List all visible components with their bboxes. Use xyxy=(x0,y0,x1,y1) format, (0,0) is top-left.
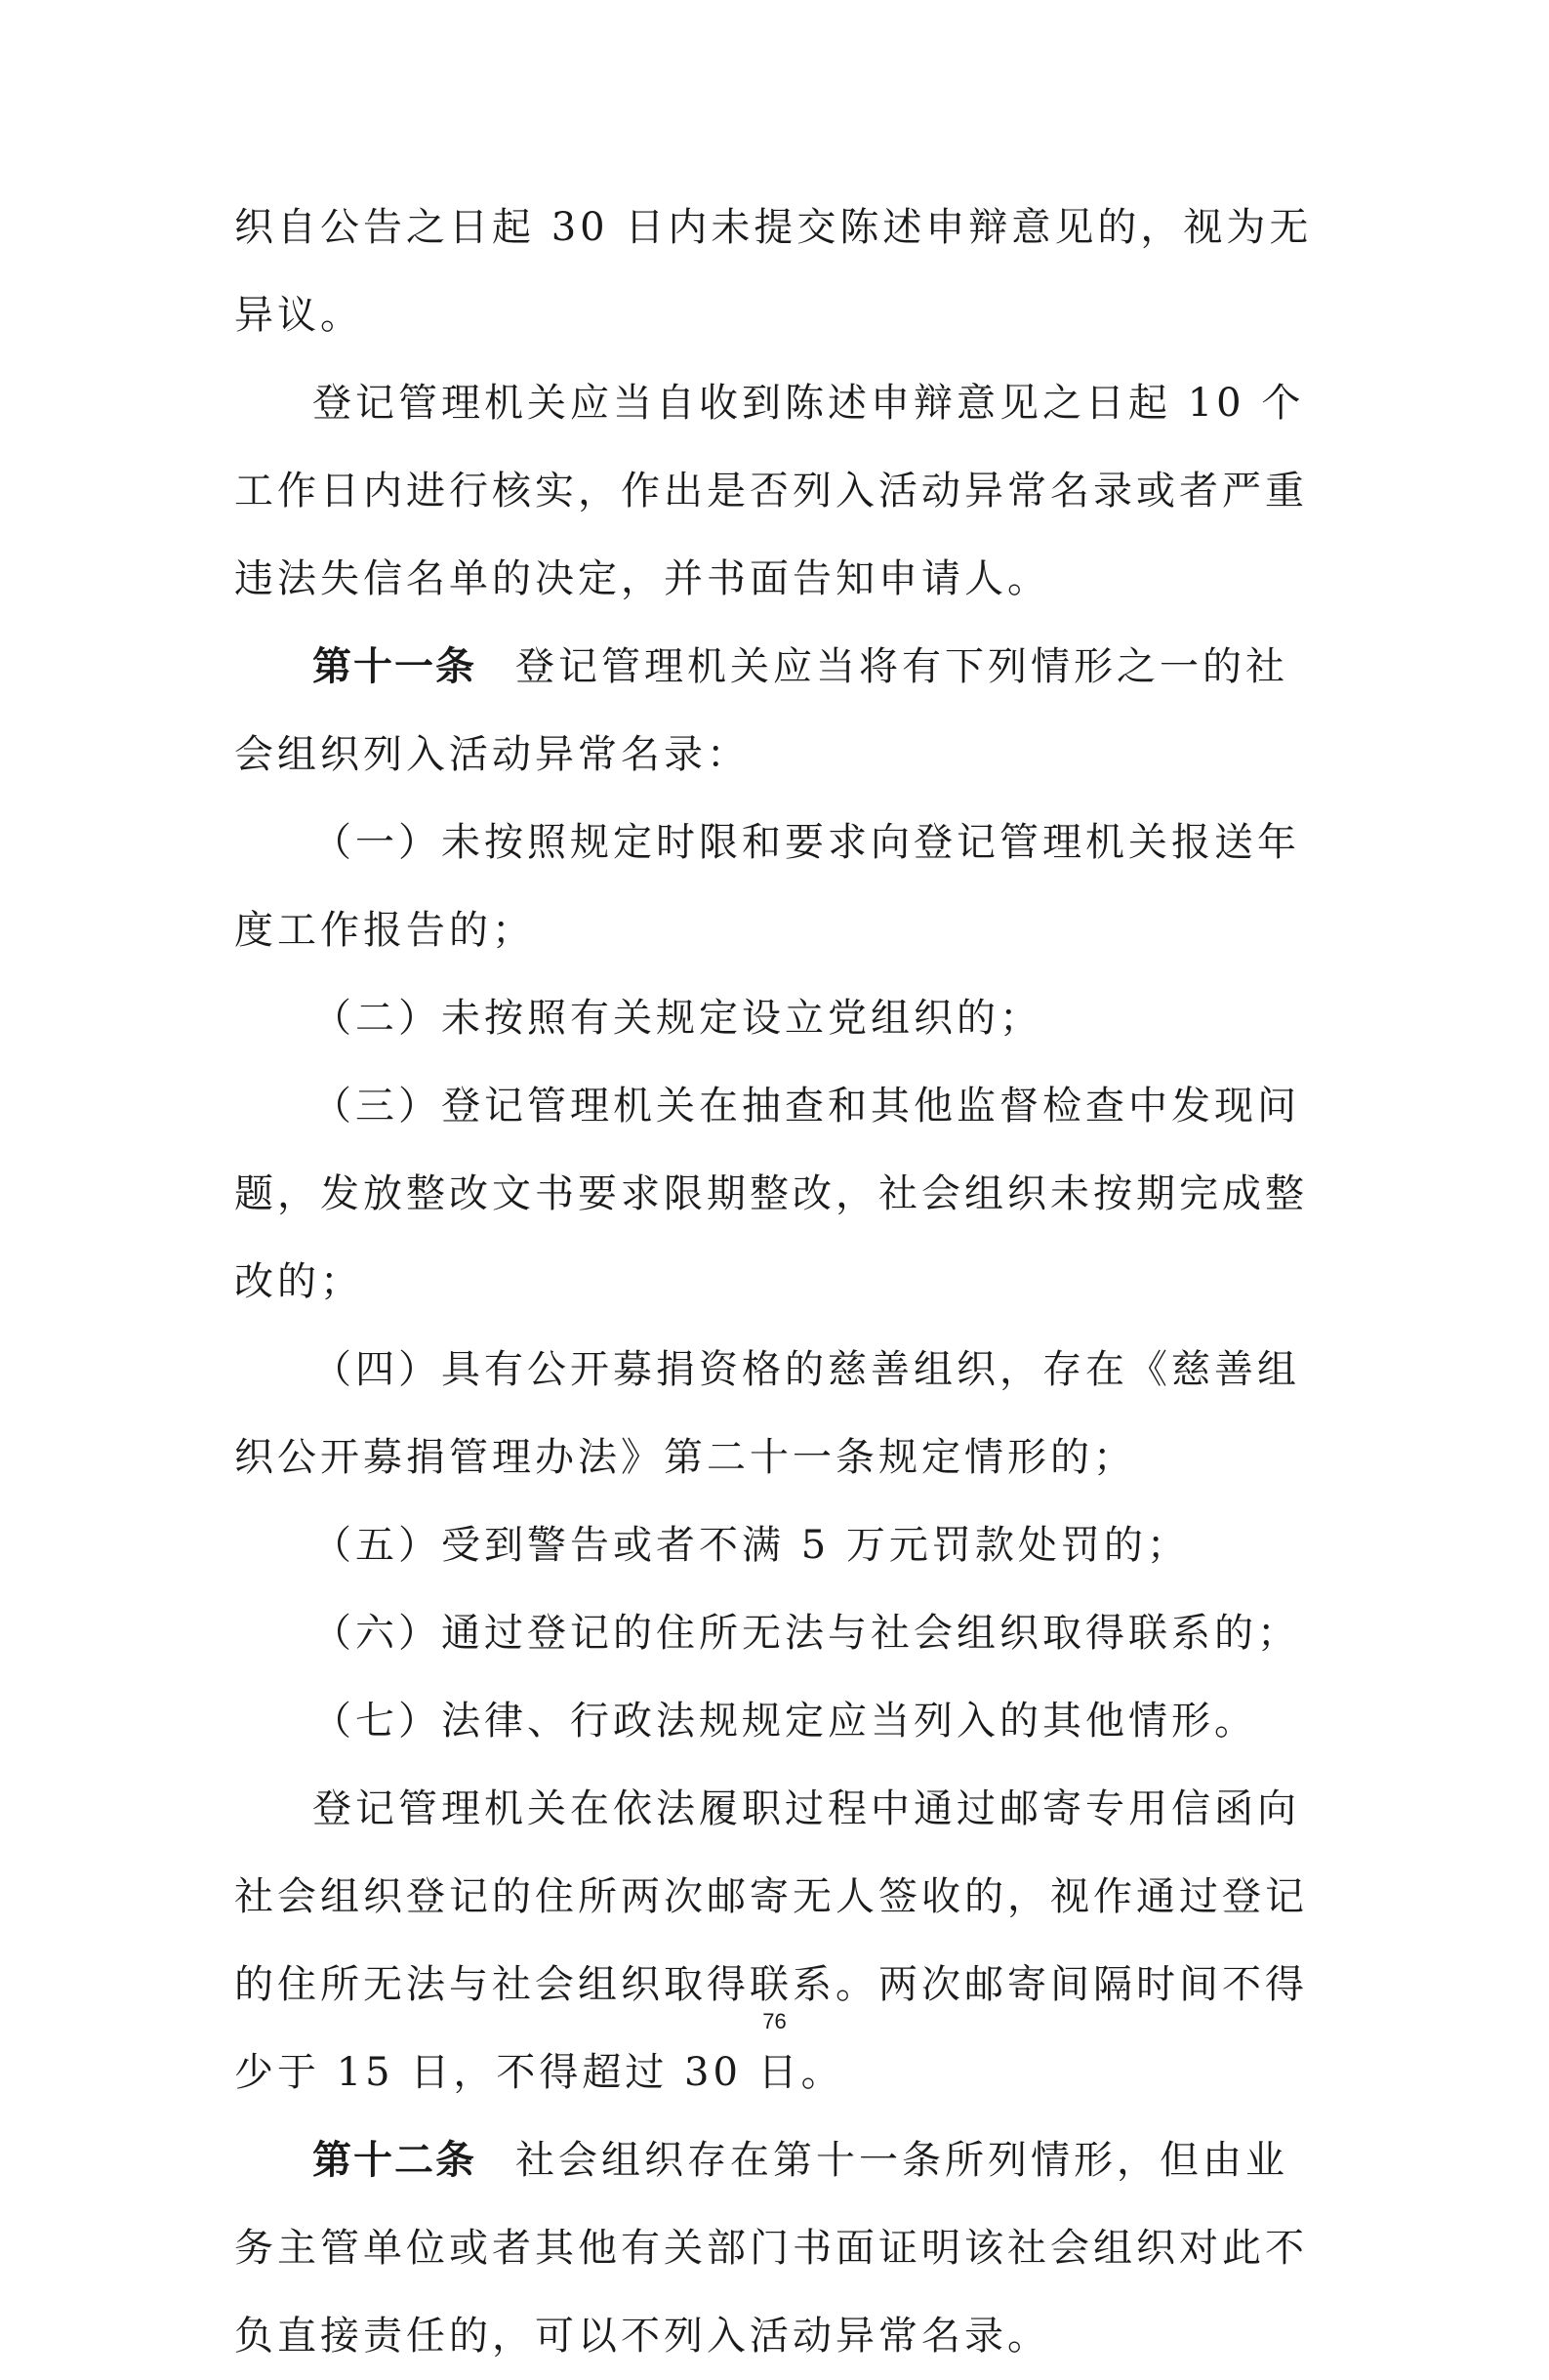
body-text xyxy=(234,184,1318,2380)
article-12-text: 社会组织存在第十一条所列情形，但由业务主管单位或者其他有关部门书面证明该社会组织对此不负直接责任的，可以不列入活动异常名录。 xyxy=(234,2138,1308,2359)
article-11 xyxy=(234,623,1318,799)
item-5: （五）受到警告或者不满 5 万元罚款处罚的； xyxy=(312,1523,1190,1568)
item-1: （一）未按照规定时限和要求向登记管理机关报送年度工作报告的； xyxy=(234,820,1300,953)
item-2: （二）未按照有关规定设立党组织的； xyxy=(312,996,1042,1041)
item-3: （三）登记管理机关在抽查和其他监督检查中发现问题，发放整改文书要求限期整改，社会组织未按期完成整改的； xyxy=(234,1084,1308,1304)
paragraph-2: 登记管理机关应当自收到陈述申辩意见之日起 10 个工作日内进行核实，作出是否列入活动异常名录或者严重违法失信名单的决定，并书面告知申请人。 xyxy=(234,381,1308,601)
paragraph-mail: 登记管理机关在依法履职过程中通过邮寄专用信函向社会组织登记的住所两次邮寄无人签收的，视作通过登记的住所无法与社会组织取得联系。两次邮寄间隔时间不得少于 15 日，不得超过 30 日。 xyxy=(234,1786,1308,2095)
article-12 xyxy=(234,2116,1318,2380)
paragraph-1: 织自公告之日起 30 日内未提交陈述申辩意见的，视为无异议。 xyxy=(234,205,1313,338)
item-4: （四）具有公开募捐资格的慈善组织，存在《慈善组织公开募捐管理办法》第二十一条规定情形的； xyxy=(234,1347,1300,1480)
article-11-text: 登记管理机关应当将有下列情形之一的社会组织列入活动异常名录： xyxy=(234,644,1288,777)
article-12-heading: 第十二条 xyxy=(312,2138,476,2183)
page-number: 76 xyxy=(762,2009,787,2033)
article-11-heading: 第十一条 xyxy=(312,644,476,689)
item-7: （七）法律、行政法规规定应当列入的其他情形。 xyxy=(312,1699,1257,1744)
item-6: （六）通过登记的住所无法与社会组织取得联系的； xyxy=(312,1611,1300,1656)
